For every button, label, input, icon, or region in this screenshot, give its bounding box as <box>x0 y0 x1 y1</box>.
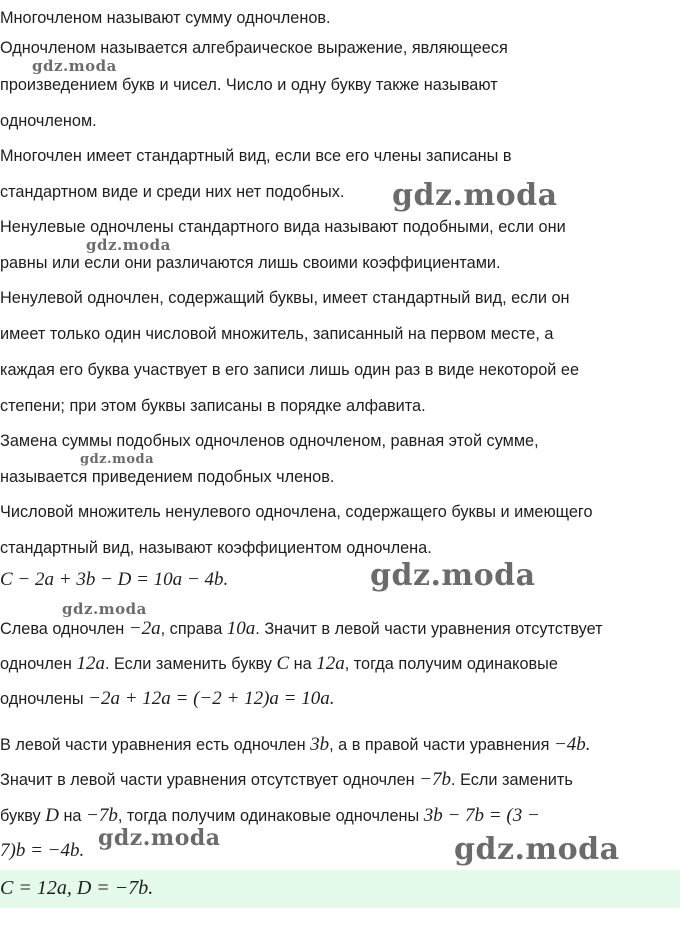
theory-line: равны или если они различаются лишь своими коэффициентами. <box>0 254 501 272</box>
text-span: на <box>289 655 317 673</box>
solution-line <box>0 689 680 709</box>
math-expression: 10a <box>226 618 256 639</box>
solution-line <box>0 806 680 826</box>
solution-line <box>0 735 680 755</box>
theory-line: Замена суммы подобных одночленов одночленом, равная этой сумме, <box>0 432 539 450</box>
theory-line: Ненулевые одночлены стандартного вида называют подобными, если они <box>0 218 566 236</box>
watermark: gdz.moda <box>86 236 171 254</box>
math-expression: D <box>45 805 59 826</box>
theory-line: Одночленом называется алгебраическое выражение, являющееся <box>0 39 508 57</box>
text-span: одночлен <box>0 655 77 673</box>
text-span: . Если заменить букву <box>104 655 277 673</box>
watermark: gdz.moda <box>370 558 536 593</box>
equation: C − 2a + 3b − D = 10a − 4b. <box>0 569 229 590</box>
text-span: Слева одночлен <box>0 620 129 638</box>
solution-line <box>0 619 680 639</box>
text-span: Значит в левой части уравнения отсутствует одночлен <box>0 771 420 789</box>
text-span: , а в правой части уравнения <box>329 736 554 754</box>
theory-line: стандартном виде и среди них нет подобных. <box>0 183 345 201</box>
theory-line: называется приведением подобных членов. <box>0 468 335 486</box>
watermark: gdz.moda <box>392 178 558 213</box>
text-span: , тогда получим одинаковые <box>344 655 558 673</box>
text-span: В левой части уравнения есть одночлен <box>0 736 311 754</box>
watermark: gdz.moda <box>80 452 155 467</box>
text-span: . Если заменить <box>451 771 573 789</box>
math-expression: −2a <box>128 618 161 639</box>
theory-line: степени; при этом буквы записаны в порядке алфавита. <box>0 397 426 415</box>
math-expression: −4b. <box>553 734 591 755</box>
math-expression: −7b <box>419 769 452 790</box>
math-expression: 7)b = −4b. <box>0 840 85 861</box>
watermark: gdz.moda <box>454 832 620 867</box>
theory-line: Числовой множитель ненулевого одночлена, содержащего буквы и имеющего <box>0 503 593 521</box>
text-span: , тогда получим одинаковые одночлены <box>117 807 424 825</box>
math-expression: 12a <box>316 653 345 674</box>
theory-line: произведением букв и чисел. Число и одну букву также называют <box>0 76 498 94</box>
text-span: . Значит в левой части уравнения отсутствует <box>255 620 603 638</box>
text-span: , справа <box>160 620 227 638</box>
theory-line: стандартный вид, называют коэффициентом одночлена. <box>0 539 432 557</box>
answer-text: C = 12a, D = −7b. <box>0 877 154 899</box>
math-expression: 3b − 7b = (3 − <box>423 805 540 826</box>
math-expression: 3b <box>310 734 330 755</box>
math-expression: C <box>276 653 290 674</box>
theory-line: имеет только один числовой множитель, записанный на первом месте, а <box>0 325 554 343</box>
solution-line <box>0 654 680 674</box>
theory-line: Многочленом называют сумму одночленов. <box>0 9 331 27</box>
watermark: gdz.moda <box>32 57 117 75</box>
text-span: букву <box>0 807 46 825</box>
math-expression: 12a <box>76 653 105 674</box>
math-expression: −2a + 12a = (−2 + 12)a = 10a. <box>88 688 335 709</box>
theory-line: одночленом. <box>0 112 97 130</box>
text-span: одночлены <box>0 690 89 708</box>
theory-line: Многочлен имеет стандартный вид, если все его члены записаны в <box>0 147 512 165</box>
watermark: gdz.moda <box>62 600 147 618</box>
theory-line: Ненулевой одночлен, содержащий буквы, имеет стандартный вид, если он <box>0 289 570 307</box>
math-expression: −7b <box>86 805 118 826</box>
text-span: на <box>58 807 87 825</box>
watermark: gdz.moda <box>98 825 221 851</box>
theory-line: каждая его буква участвует в его записи лишь один раз в виде некоторой ее <box>0 361 580 379</box>
solution-line <box>0 770 680 790</box>
